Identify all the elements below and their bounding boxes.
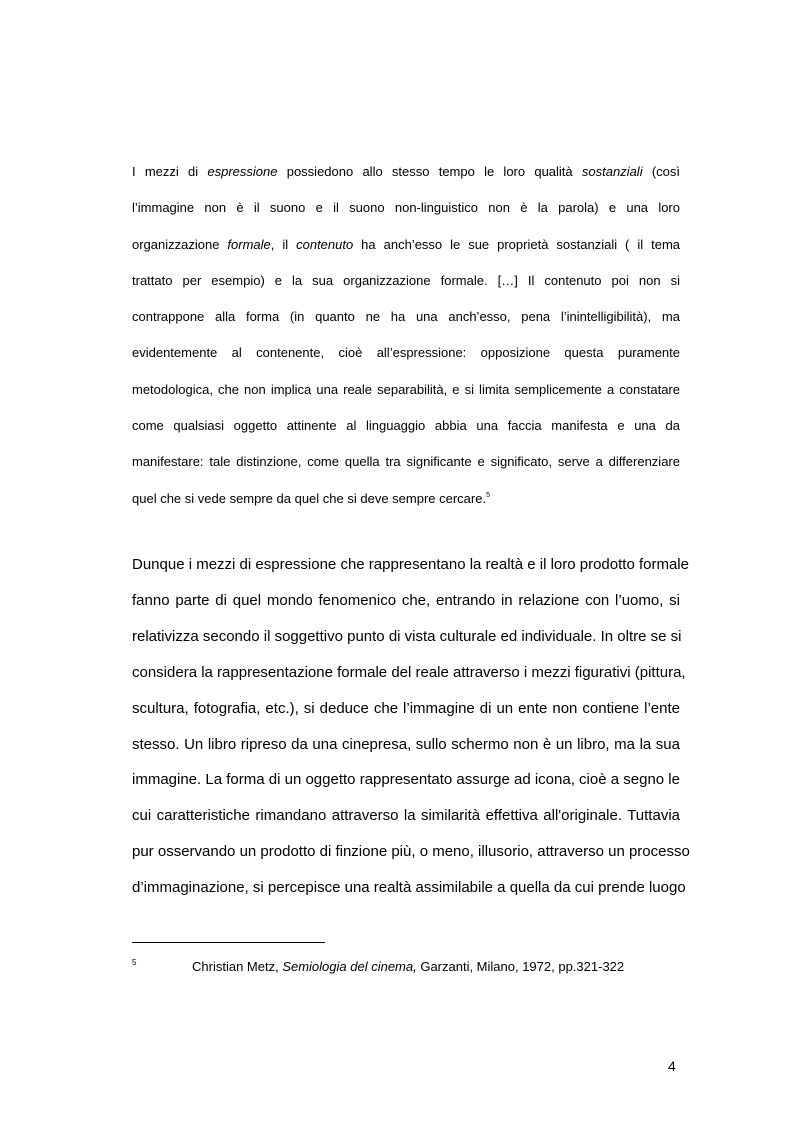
page-number: 4 <box>668 1058 676 1074</box>
paragraph-line: scultura, fotografia, etc.), si deduce che l’immagine di un ente non contiene l’ente <box>132 699 680 717</box>
emphasis: formale <box>227 236 271 252</box>
quote-line: manifestare: tale distinzione, come quella tra significante e significato, serve a differenziare <box>132 454 680 470</box>
quote-line: quel che si vede sempre da quel che si deve sempre cercare.$^5$ <box>132 490 490 506</box>
quote-line: come qualsiasi oggetto attinente al linguaggio abbia una faccia manifesta e una da <box>132 418 680 434</box>
paragraph-line: d’immaginazione, si percepisce una realtà assimilabile a quella da cui prende luogo <box>132 879 686 897</box>
block-quote <box>132 154 680 517</box>
quote-line: evidentemente al contenente, cioè all’espressione: opposizione questa puramente <box>132 345 680 361</box>
quote-line: I mezzi di espressione possiedono allo stesso tempo le loro qualità sostanziali (così <box>132 164 680 179</box>
paragraph-line: immagine. La forma di un oggetto rappresentato assurge ad icona, cioè a segno le <box>132 771 680 789</box>
footnote-reference[interactable]: 5 <box>486 491 490 499</box>
paragraph-line: cui caratteristiche rimandano attraverso la similarità effettiva all'originale. Tuttavia <box>132 807 680 825</box>
paragraph-line: pur osservando un prodotto di finzione più, o meno, illusorio, attraverso un processo <box>132 843 690 861</box>
quote-line: organizzazione formale, il contenuto ha anch’esso le sue proprietà sostanziali ( il tema <box>132 236 680 252</box>
paragraph-line: stesso. Un libro ripreso da una cinepresa, sullo schermo non è un libro, ma la sua <box>132 735 680 753</box>
paragraph-line: considera la rappresentazione formale del reale attraverso i mezzi figurativi (pittura, <box>132 663 686 681</box>
emphasis: espressione <box>207 164 278 179</box>
footnote-separator <box>132 942 325 943</box>
footnote-number: 5 <box>132 958 137 967</box>
paragraph-line: fanno parte di quel mondo fenomenico che, entrando in relazione con l’uomo, si <box>132 591 680 609</box>
quote-line: l’immagine non è il suono e il suono non-linguistico non è la parola) e una loro <box>132 200 680 216</box>
quote-line: trattato per esempio) e la sua organizzazione formale. […] Il contenuto poi non si <box>132 272 680 288</box>
emphasis: sostanziali <box>581 164 643 179</box>
footnote-citation: Christian Metz, Semiologia del cinema, Garzanti, Milano, 1972, pp.321-322 <box>192 959 625 974</box>
quote-line: metodologica, che non implica una reale separabilità, e si limita semplicemente a constatare <box>132 381 680 397</box>
paragraph-line: Dunque i mezzi di espressione che rappresentano la realtà e il loro prodotto formale <box>132 556 689 573</box>
book-title: Semiologia del cinema, <box>282 959 417 974</box>
body-paragraph <box>132 547 690 906</box>
emphasis: contenuto <box>296 236 354 252</box>
quote-line: contrappone alla forma (in quanto ne ha una anch’esso, pena l’inintelligibilità), ma <box>132 309 680 325</box>
paragraph-line: relativizza secondo il soggettivo punto di vista culturale ed individuale. In oltre se si <box>132 627 682 645</box>
